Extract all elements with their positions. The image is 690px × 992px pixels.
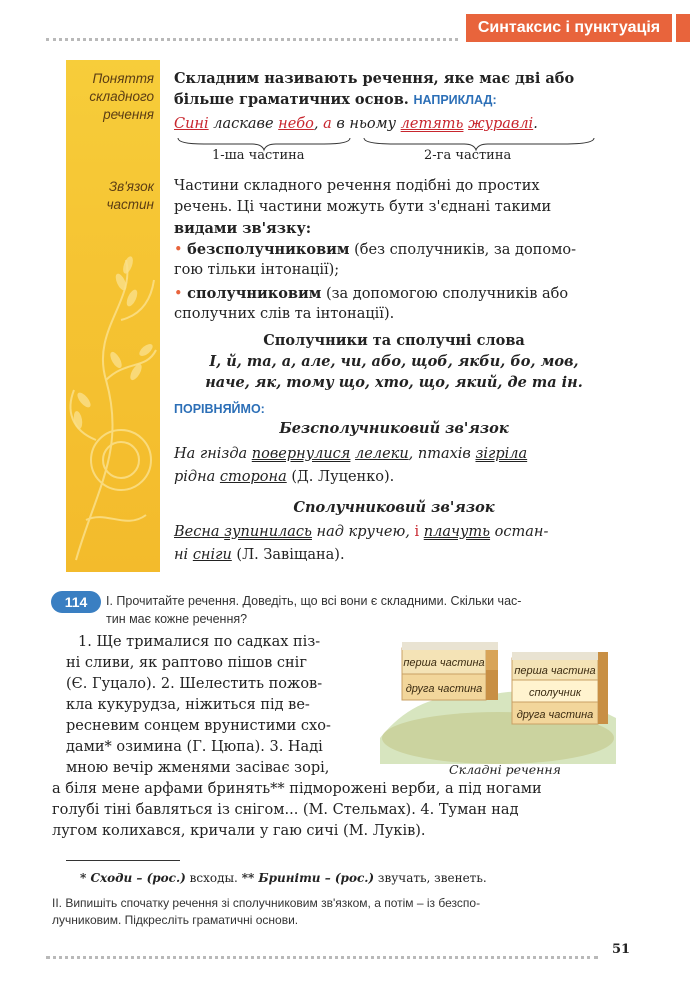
conjunctions-title: Сполучники та сполучні слова — [263, 332, 525, 349]
sidebar-label-line: частин — [106, 197, 154, 212]
text-line: дами* озимина (Г. Цюпа). 3. Наді — [66, 739, 323, 755]
connection-line-2: речень. Ці частини можуть бути з'єднані такими — [174, 199, 552, 215]
task-part-two — [52, 895, 622, 929]
text-line: мною вечір жменями засіває зорі, — [66, 760, 330, 776]
text-line: ресневим сонцем врунистими схо- — [66, 718, 331, 734]
part-label-2: 2-га частина — [424, 148, 512, 163]
example-word: остан- — [490, 524, 549, 540]
bricks-illustration — [380, 628, 616, 764]
example-punct: , — [313, 116, 324, 132]
sidebar-label-line: Зв'язок — [108, 179, 154, 194]
subject-word: журавлі — [468, 116, 534, 132]
footnote-term: * Сходи – (рос.) — [80, 871, 186, 885]
list-item-syndetic-cont: сполучних слів та інтонації). — [174, 306, 395, 322]
text-line: 1. Ще трималися по садках піз- — [78, 634, 321, 650]
compare-label: ПОРІВНЯЙМО: — [174, 402, 265, 416]
text-line: кла кукурудза, ніжиться під ве- — [66, 697, 310, 713]
wheat-ornament-icon — [66, 60, 160, 572]
connection-line-1: Частини складного речення подібні до простих — [174, 178, 540, 194]
subject-word: сніги — [192, 547, 232, 563]
syndetic-title: Сполучниковий зв'язок — [293, 499, 495, 516]
syndetic-example-line-1 — [174, 522, 614, 543]
page-number: 51 — [612, 942, 631, 957]
example-sentence — [174, 114, 614, 135]
example-author: (Л. Завіщана). — [231, 547, 345, 563]
footnote-text: всходы. — [185, 871, 242, 885]
task-instruction-line: тин має кожне речення? — [106, 612, 248, 626]
example-word: , птахів — [408, 446, 476, 462]
example-word: ласкаве — [208, 116, 279, 132]
example-label: НАПРИКЛАД: — [413, 93, 497, 107]
list-item-term: безсполучниковим — [187, 241, 350, 258]
sidebar-label-connection — [66, 178, 154, 214]
definition-line-1: Складним називають речення, яке має дві або — [174, 70, 575, 87]
predicate-word: плачуть — [423, 524, 491, 540]
predicate-word: летять — [400, 116, 464, 132]
sidebar-label-line: Поняття — [92, 71, 154, 86]
example-word: над кручею, — [311, 524, 415, 540]
subject-word: Сині — [174, 116, 209, 132]
sidebar-panel — [66, 60, 160, 572]
footnote — [80, 870, 620, 887]
list-item-text: (без сполучників, за допомо- — [349, 242, 576, 258]
footnote-text: звучать, звенеть. — [374, 871, 487, 885]
example-word: в ньому — [331, 116, 401, 132]
list-item-asyndetic-cont: гою тільки інтонації); — [174, 262, 340, 278]
conjunctions-list-2: наче, як, тому що, хто, що, який, де та ін. — [205, 374, 583, 391]
example-word: ні — [174, 547, 193, 563]
section-title-tab — [466, 14, 672, 42]
section-title: Синтаксис і пунктуація — [477, 19, 661, 36]
reading-text-wide — [52, 779, 622, 842]
section-marker — [676, 14, 690, 42]
asyndetic-example-line-2 — [174, 467, 614, 488]
task-instruction — [106, 592, 626, 628]
subject-word: сторона — [219, 469, 287, 485]
subject-word: лелеки — [355, 446, 409, 462]
asyndetic-example-line-1 — [174, 444, 614, 465]
part-label-1: 1-ша частина — [212, 148, 305, 163]
brick-label: друга частина — [516, 709, 594, 721]
sidebar-label-line: складного — [89, 89, 154, 104]
conjunction-word: а — [323, 116, 332, 132]
text-line: голубі тіні бавляться із снігом... (М. Стельмах). 4. Туман над — [52, 802, 519, 818]
definition-line-2 — [174, 89, 614, 111]
connection-line-3: видами зв'язку: — [174, 220, 312, 237]
text-line: ні сливи, як раптово пішов сніг — [66, 655, 307, 671]
list-item-asyndetic — [174, 239, 614, 261]
sidebar-label-line: речення — [103, 107, 154, 122]
illustration-caption: Складні речення — [449, 762, 561, 777]
brick-label: перша частина — [403, 657, 485, 669]
text-line: а біля мене арфами бринять** підморожені верби, а під ногами — [52, 781, 542, 797]
reading-text-narrow — [66, 632, 376, 779]
task-number-badge: 114 — [51, 591, 101, 613]
text-line: (Є. Гуцало). 2. Шелестить пожов- — [66, 676, 323, 692]
list-item-text: (за допомогою сполучників або — [321, 286, 569, 302]
example-author: (Д. Луценко). — [286, 469, 395, 485]
example-word: рідна — [174, 469, 220, 485]
footer-dotted-rule — [46, 956, 598, 959]
subject-word: небо — [278, 116, 314, 132]
subject-word: Весна — [174, 524, 225, 540]
footnote-term: ** Бриніти – (рос.) — [241, 871, 375, 885]
task-part-two-line: ІІ. Випишіть спочатку речення зі сполучниковим зв'язком, а потім – із безспо- — [52, 896, 481, 910]
brick-label: перша частина — [514, 665, 596, 677]
bullet-icon: • — [174, 242, 183, 258]
header-dotted-rule — [46, 38, 458, 41]
asyndetic-title: Безсполучниковий зв'язок — [279, 420, 509, 437]
predicate-word: зупинилась — [224, 524, 312, 540]
bullet-icon: • — [174, 286, 183, 302]
brick-label: сполучник — [528, 687, 582, 699]
footnote-divider — [66, 860, 180, 861]
predicate-word: зігріла — [475, 446, 528, 462]
list-item-syndetic — [174, 283, 614, 305]
example-word: На гнізда — [174, 446, 252, 462]
conjunctions-list-1: І, й, та, а, але, чи, або, щоб, якби, бо, мов, — [209, 353, 579, 370]
brick-label: друга частина — [405, 683, 483, 695]
task-instruction-line: І. Прочитайте речення. Доведіть, що всі вони є складними. Скільки час- — [106, 594, 522, 608]
list-item-term: сполучниковим — [187, 285, 322, 302]
predicate-word: повернулися — [251, 446, 351, 462]
definition-text: більше граматичних основ. — [174, 91, 409, 108]
syndetic-example-line-2 — [174, 545, 614, 566]
example-punct: . — [533, 116, 538, 132]
sidebar-label-concept — [66, 70, 154, 124]
conjunction-word: і — [414, 524, 420, 540]
task-part-two-line: лучниковим. Підкресліть граматичні основи. — [52, 913, 299, 927]
text-line: лугом колихався, кричали у гаю сичі (М. Луків). — [52, 823, 426, 839]
